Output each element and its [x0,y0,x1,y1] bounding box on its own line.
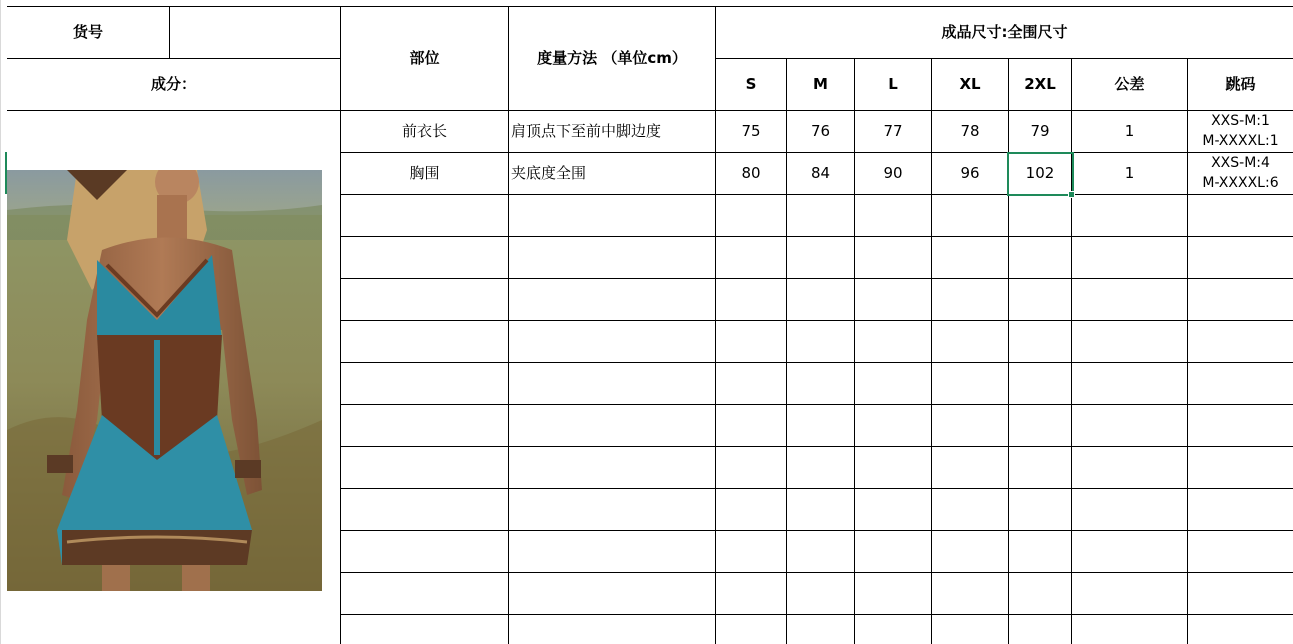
row2-grading-line2: M-XXXXL:6 [1202,175,1279,191]
item-no-label[interactable]: 货号 [72,22,103,41]
dress-photo-image [7,170,322,591]
fill-handle[interactable] [1068,191,1075,198]
row2-tolerance[interactable]: 1 [1124,163,1135,182]
size-header-l[interactable]: L [888,74,898,93]
row2-grading[interactable] [1188,152,1293,194]
product-photo[interactable] [7,170,322,591]
row1-m[interactable]: 76 [810,121,831,140]
row2-s[interactable]: 80 [741,163,761,182]
row2-2xl[interactable]: 102 [1025,163,1055,182]
size-header-2xl[interactable]: 2XL [1024,74,1056,93]
row2-part[interactable]: 胸围 [409,163,440,182]
part-header[interactable]: 部位 [409,48,440,67]
row2-xl[interactable]: 96 [960,163,980,182]
tolerance-header[interactable]: 公差 [1114,74,1145,93]
size-header-s[interactable]: S [745,74,757,93]
row2-m[interactable]: 84 [810,163,831,182]
grading-header[interactable]: 跳码 [1225,74,1256,93]
method-header[interactable]: 度量方法 （单位cm） [537,48,687,67]
row1-s[interactable]: 75 [741,121,761,140]
row2-l[interactable]: 90 [883,163,903,182]
row1-2xl[interactable]: 79 [1030,121,1050,140]
finished-size-header[interactable]: 成品尺寸:全围尺寸 [941,22,1068,41]
composition-label[interactable]: 成分： [150,74,196,93]
row1-method[interactable]: 肩顶点下至前中脚边度 [511,121,662,140]
size-header-xl[interactable]: XL [959,74,981,93]
item-no-value[interactable] [170,6,340,58]
row2-method[interactable]: 夹底度全围 [511,163,587,182]
size-header-m[interactable]: M [813,74,828,93]
active-cell-selection[interactable] [1007,152,1074,196]
row1-xl[interactable]: 78 [960,121,980,140]
row1-grading-line1: XXS-M:1 [1211,113,1270,129]
row1-l[interactable]: 77 [883,121,903,140]
sheet-gridline [0,0,1,644]
row1-part[interactable]: 前衣长 [401,121,447,140]
row1-tolerance[interactable]: 1 [1124,121,1135,140]
row1-grading[interactable] [1188,110,1293,152]
row1-grading-line2: M-XXXXL:1 [1202,133,1279,149]
row2-grading-line1: XXS-M:4 [1211,155,1270,171]
